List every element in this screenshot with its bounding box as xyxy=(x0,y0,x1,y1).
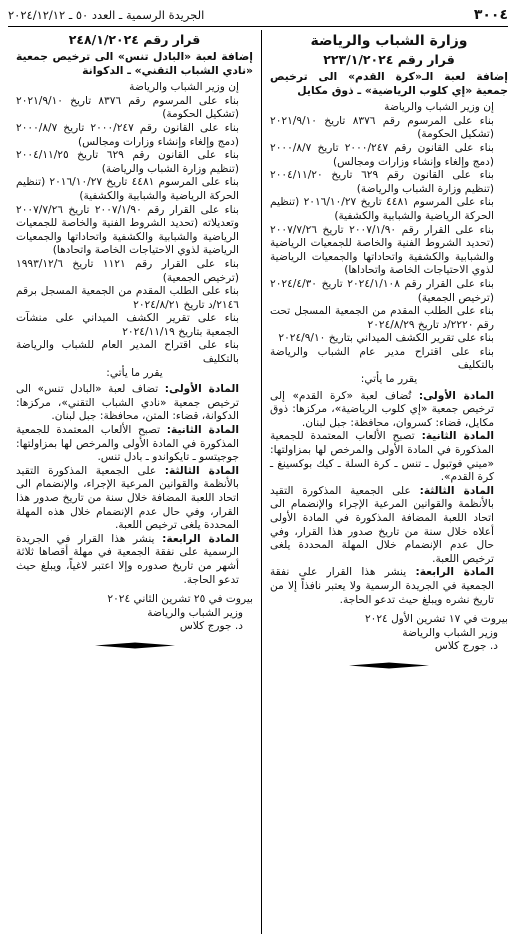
preamble-line: بناء على المرسوم ٤٤٨١ تاريخ ٢٠١٦/١٠/٢٧ (تنظيم الحركة الرياضية والشبابية والكشفية) xyxy=(16,176,239,202)
signature-name: د. جورج كلاس xyxy=(434,640,498,653)
preamble-line: بناء على القانون رقم ٦٢٩ تاريخ ٢٠٠٤/١١/٢٥ (تنظيم وزارة الشباب والرياضة) xyxy=(16,149,239,175)
header-rule xyxy=(8,26,508,27)
decision-title: قرار رقم ٢٤٨/١/٢٠٢٤ xyxy=(68,32,201,47)
ornament-icon xyxy=(95,642,175,649)
signature-place-date: بيروت في ١٧ تشرين الأول ٢٠٢٤ xyxy=(364,613,508,626)
article xyxy=(270,485,508,567)
preamble-line: بناء على اقتراح مدير عام الشباب والرياضة بالتكليف xyxy=(270,345,494,372)
preamble-line: بناء على القانون رقم ٦٢٩ تاريخ ٢٠٠٤/١١/٢٠ (تنظيم وزارة الشباب والرياضة) xyxy=(270,169,494,195)
article xyxy=(270,430,508,484)
ministry-title: وزارة الشباب والرياضة xyxy=(310,33,468,49)
decides-line: يقرر ما يأتي: xyxy=(360,373,418,386)
article-label: المادة الثانية: xyxy=(421,430,494,443)
page-number: ٣٠٠٤ xyxy=(473,7,508,23)
page-header xyxy=(8,6,508,24)
preamble-line: بناء على المرسوم ٤٤٨١ تاريخ ٢٠١٦/١٠/٢٧ (تنظيم الحركة الرياضية والشبابية والكشفية) xyxy=(270,196,494,222)
article-label: المادة الأولى: xyxy=(164,383,239,396)
article-label: المادة الأولى: xyxy=(418,389,495,402)
preamble-line: بناء على الطلب المقدم من الجمعية المسجل برقم ٢١٤٦/د تاريخ ٢٠٢٤/٨/٢١ xyxy=(16,285,239,311)
signature-block xyxy=(270,613,508,654)
article xyxy=(270,566,508,607)
article-label: المادة الثالثة: xyxy=(164,464,239,477)
preamble-line: بناء على القرار رقم ١١٢١ تاريخ ١٩٩٣/١٢/٦ (ترخيص الجمعية) xyxy=(16,257,239,284)
ornament-icon xyxy=(349,662,429,669)
article-label: المادة الثالثة: xyxy=(419,484,494,497)
article-label: المادة الرابعة: xyxy=(162,532,239,545)
preamble-line: بناء على اقتراح المدير العام للشباب والرياضة بالتكليف xyxy=(16,339,239,366)
article xyxy=(16,533,253,587)
preamble-line: بناء على القانون رقم ٢٠٠٠/٢٤٧ تاريخ ٢٠٠٠/٨/٧ (دمج وإلغاء وإنشاء وزارات ومجالس) xyxy=(270,141,494,168)
article-text: تضاف لعبة «البادل تنس» الى ترخيص جمعية «نادي الشباب التقني»، مركزها: الدكوانة، قضاء: المتن، محافظة: جبل لبنان. xyxy=(16,383,239,423)
article xyxy=(16,465,253,533)
article-label: المادة الرابعة: xyxy=(415,566,494,579)
article-text: تصبح الألعاب المعتمدة للجمعية المذكورة في المادة الأولى والمرخص لها بمزاولتها: «ميني فوتبول ـ تنس ـ كرة السلة ـ كيك بوكسينغ ـ كرة القدم». xyxy=(270,430,494,484)
preamble-line: بناء على القانون رقم ٢٠٠٠/٢٤٧ تاريخ ٢٠٠٠/٨/٧ (دمج وإلغاء وإنشاء وزارات ومجالس) xyxy=(16,121,239,148)
decision-title: قرار رقم ٢٢٣/١/٢٠٢٤ xyxy=(323,52,455,67)
preamble-line: بناء على القرار رقم ٢٠٢٤/١/١٠٨ تاريخ ٢٠٢٤/٤/٣٠ (ترخيص الجمعية) xyxy=(270,277,494,304)
columns xyxy=(8,30,508,934)
preamble-line: بناء على المرسوم رقم ٨٣٧٦ تاريخ ٢٠٢١/٩/١٠ (تشكيل الحكومة) xyxy=(270,114,494,141)
signature-title: وزير الشباب والرياضة xyxy=(402,626,498,639)
decision-subject: إضافة لعبة الـ«كرة القدم» الى ترخيص جمعية «إي كلوب الرياضية» ـ ذوق مكايل xyxy=(270,70,508,97)
signature-title: وزير الشباب والرياضة xyxy=(147,606,243,619)
article-text: تُضاف لعبة «كرة القدم» إلى ترخيص جمعية «إي كلوب الرياضية»، مركزها: ذوق مكايل، قضاء: كسروان، محافظة: جبل لبنان. xyxy=(270,389,494,429)
preamble-line: بناء على الطلب المقدم من الجمعية المسجل تحت رقم ٢٢٢٠/د تاريخ ٢٠٢٤/٨/٢٩ xyxy=(270,305,494,331)
signature-name: د. جورج كلاس xyxy=(179,620,243,633)
preamble-line: إن وزير الشباب والرياضة xyxy=(129,81,239,94)
article xyxy=(16,424,253,465)
preamble-line: بناء على القرار رقم ٢٠٠٧/١/٩٠ تاريخ ٢٠٠٧/٧/٢٦ وتعديلاته (تحديد الشروط الفنية والخاصة للجمعيات الرياضية والشبابية والكشفية واتحاداتها والجمعيات الرياضية لذوي الاحتياجات الخاصة واتحادها) xyxy=(16,203,239,257)
article-text: ينشر هذا القرار في الجريدة الرسمية على نفقة الجمعية في مهلة أقصاها ثلاثة أشهر من تاريخ صدوره وإلا اعتبر لاغياً، ويبلغ حيث تدعو الحاجة. xyxy=(16,532,239,586)
end-ornament xyxy=(95,642,175,649)
article xyxy=(16,383,253,424)
signature-block xyxy=(16,593,253,634)
left-column xyxy=(16,30,262,934)
decides-line: يقرر ما يأتي: xyxy=(106,366,163,379)
article xyxy=(270,390,508,431)
article-text: تصبح الألعاب المعتمدة للجمعية المذكورة في المادة الأولى والمرخص لها بمزاولتها: جوجيتسو ـ تايكواندو ـ بادل تنس. xyxy=(16,424,239,464)
article-label: المادة الثانية: xyxy=(166,424,239,437)
right-column xyxy=(262,30,508,934)
article-text: على الجمعية المذكورة التقيد بالأنظمة والقوانين المرعية الإجراء والإنضمام الى اتحاد اللعبة المضافة المذكورة في المادة الأولى أعلاه خلال سنة من تاريخ صدور هذا القرار، وفي حال عدم الإنضمام خلال المهلة المحددة يلغى ترخيص اللعبة. xyxy=(270,484,494,565)
preamble-line: بناء على القرار رقم ٢٠٠٧/١/٩٠ تاريخ ٢٠٠٧/٧/٢٦ (تحديد الشروط الفنية والخاصة للجمعيات الرياضية والشبابية والكشفية واتحاداتها والجمعيات الرياضية لذوي الاحتياجات الخاصة واتحاداها) xyxy=(270,223,494,277)
preamble-line: إن وزير الشباب والرياضة xyxy=(384,101,494,114)
preamble-line: بناء على تقرير الكشف الميداني بتاريخ ٢٠٢٤/٩/١٠ xyxy=(278,332,494,345)
end-ornament xyxy=(349,662,429,669)
preamble-line: بناء على تقرير الكشف الميداني على منشآت الجمعية بتاريخ ٢٠٢٤/١١/١٩ xyxy=(16,312,239,338)
preamble-line: بناء على المرسوم رقم ٨٣٧٦ تاريخ ٢٠٢١/٩/١٠ (تشكيل الحكومة) xyxy=(16,94,239,121)
gazette-issue: الجريدة الرسمية ـ العدد ٥٠ ـ ٢٠٢٤/١٢/١٢ xyxy=(8,8,205,22)
article-text: ينشر هذا القرار على نفقة الجمعية في الجريدة الرسمية ولا يعتبر نافذاً إلا من تاريخ نشره ويبلغ حيث تدعو الحاجة. xyxy=(270,566,494,606)
signature-place-date: بيروت في ٢٥ تشرين الثاني ٢٠٢٤ xyxy=(107,593,253,606)
decision-subject: إضافة لعبة «البادل تنس» الى ترخيص جمعية «نادي الشباب التقني» ـ الدكوانة xyxy=(16,50,253,77)
article-text: على الجمعية المذكورة التقيد بالأنظمة والقوانين المرعية الإجراء، والإنضمام الى اتحاد اللعبة المضافة خلال سنة من تاريخ صدور هذا القرار، وفي حال عدم الإنضمام خلال هذه المهلة المحددة يلغى ترخيص اللعبة. xyxy=(16,464,239,532)
